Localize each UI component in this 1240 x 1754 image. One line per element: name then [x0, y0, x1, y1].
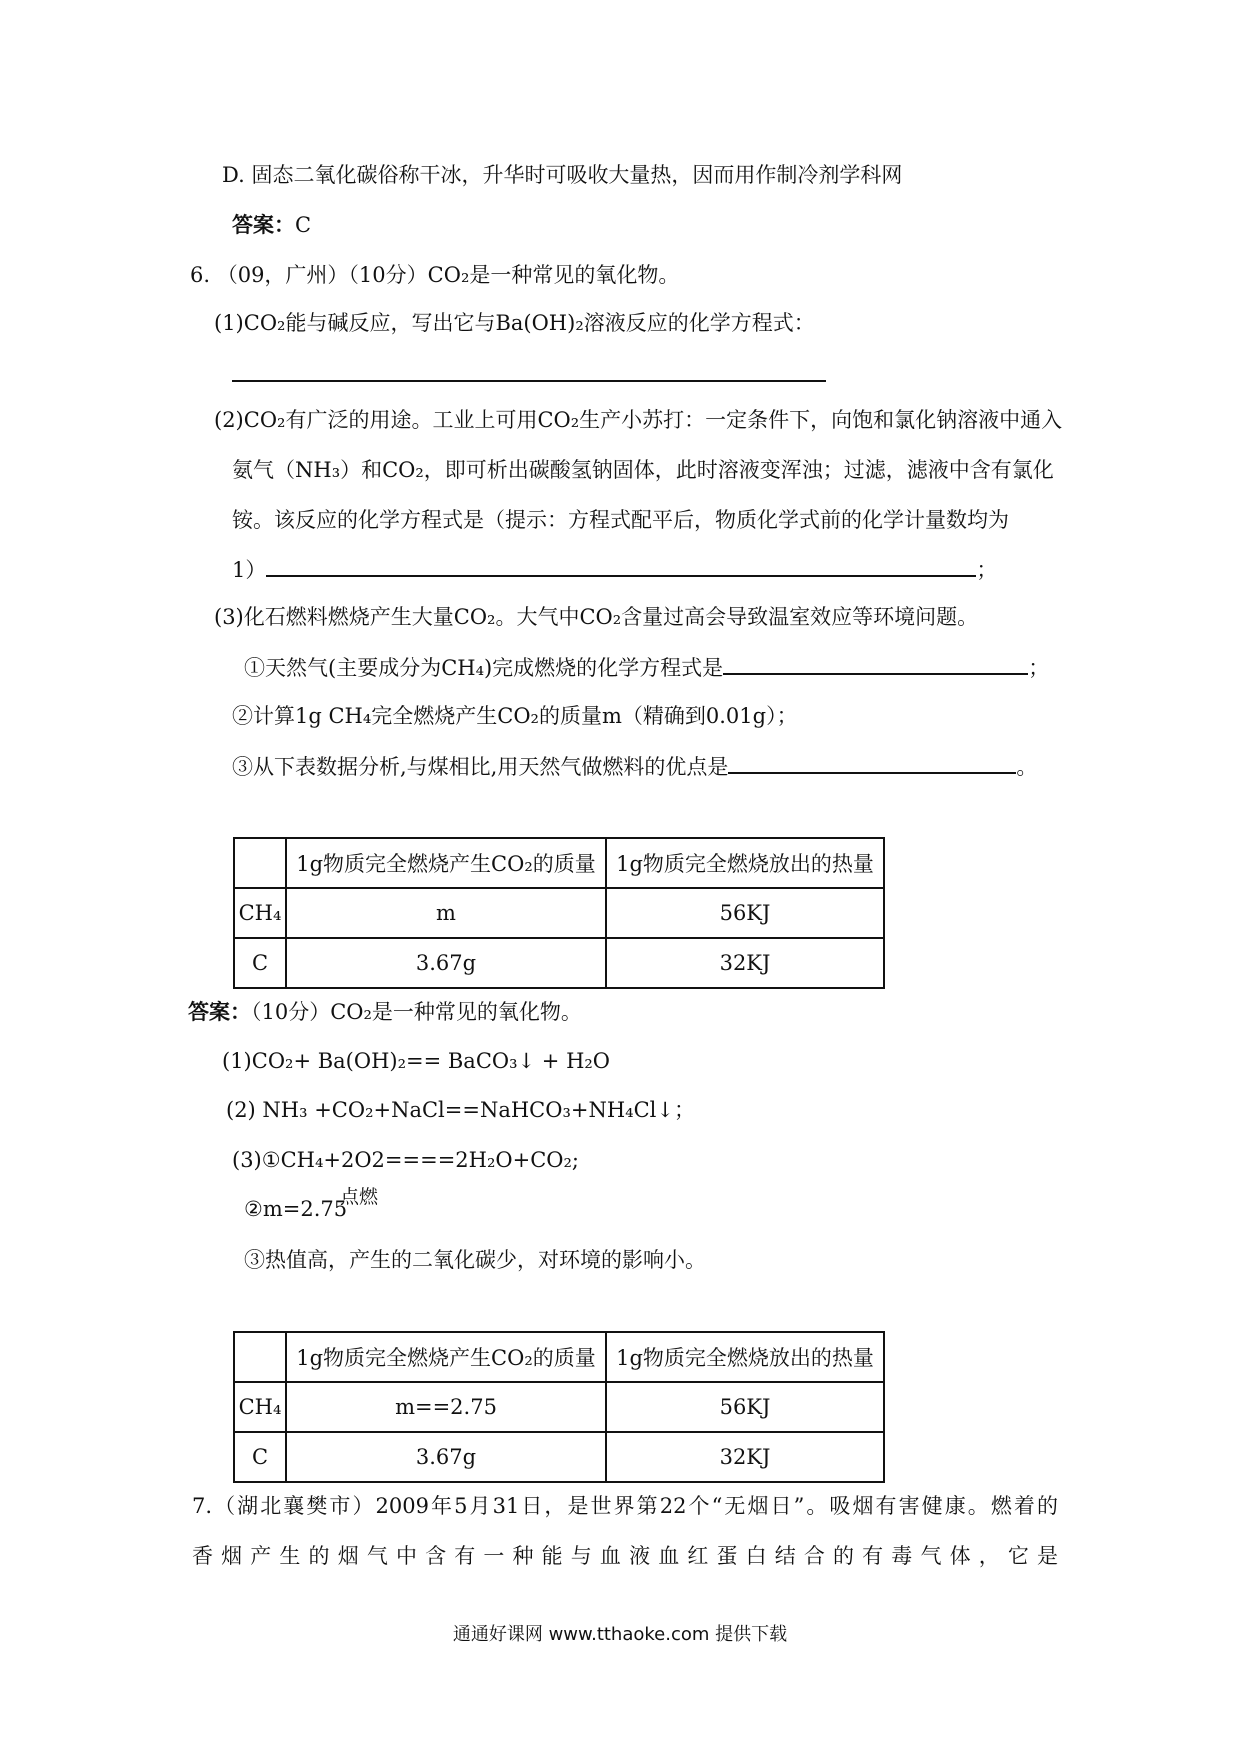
answer-label: 答案： [188, 1000, 251, 1024]
q5-answer [232, 210, 311, 240]
table-header: 1g物质完全燃烧放出的热量 [606, 1332, 884, 1382]
answer-2: (2) NH₃ +CO₂+NaCl==NaHCO₃+NH₄Cl↓； [226, 1098, 695, 1122]
table-cell [234, 838, 286, 888]
table-cell: CH₄ [234, 1382, 286, 1432]
table-cell: 32KJ [606, 938, 884, 988]
q6-answer-intro [188, 997, 582, 1027]
prefix: 1） [232, 558, 267, 582]
answer-3-3: ③热值高，产生的二氧化碳少，对环境的影响小。 [244, 1248, 706, 1272]
q6-part3-3 [232, 750, 1037, 782]
table-cell: CH₄ [234, 888, 286, 938]
answer-blank-4[interactable] [728, 750, 1016, 774]
suffix: ； [976, 558, 998, 582]
table-row [234, 1382, 884, 1432]
answer-blank-1[interactable] [232, 380, 826, 382]
q7-line2: 香烟产生的烟气中含有一种能与血液血红蛋白结合的有毒气体，它是 [192, 1544, 1058, 1568]
q6-part3-2: ②计算1g CH₄完全燃烧产生CO₂的质量m（精确到0.01g）； [232, 704, 798, 728]
table-header: 1g物质完全燃烧放出的热量 [606, 838, 884, 888]
table-cell [234, 1332, 286, 1382]
prefix: ①天然气(主要成分为CH₄)完成燃烧的化学方程式是 [244, 656, 724, 680]
q7-line1: 7.（湖北襄樊市）2009年5月31日，是世界第22个“无烟日”。吸烟有害健康。燃着的 [192, 1494, 1058, 1518]
table-header: 1g物质完全燃烧产生CO₂的质量 [286, 1332, 606, 1382]
q6-part3-1 [244, 651, 1049, 683]
q6-part3: (3)化石燃料燃烧产生大量CO₂。大气中CO₂含量过高会导致温室效应等环境问题。 [214, 605, 979, 629]
prefix: ③从下表数据分析,与煤相比,用天然气做燃料的优点是 [232, 755, 729, 779]
data-table-question [233, 837, 885, 989]
suffix: 。 [1016, 755, 1038, 779]
table-header: 1g物质完全燃烧产生CO₂的质量 [286, 838, 606, 888]
q6-part2-line4 [232, 553, 997, 585]
table-cell: m [286, 888, 606, 938]
table-cell: 32KJ [606, 1432, 884, 1482]
table-header-row [234, 1332, 884, 1382]
table-row [234, 938, 884, 988]
table-header-row [234, 838, 884, 888]
page-footer: 通通好课网 www.tthaoke.com 提供下载 [452, 1624, 788, 1645]
ignite-condition-note: 点燃 [340, 1186, 379, 1208]
answer-value: C [295, 213, 312, 237]
q6-part2-line1: (2)CO₂有广泛的用途。工业上可用CO₂生产小苏打：一定条件下，向饱和氯化钠溶液中通入 [214, 408, 1063, 432]
table-cell: 56KJ [606, 1382, 884, 1432]
answer-1: (1)CO₂+ Ba(OH)₂== BaCO₃↓ + H₂O [222, 1049, 611, 1073]
answer-3-2: ②m=2.75 [244, 1197, 348, 1221]
table-cell: 3.67g [286, 1432, 606, 1482]
answer-blank-3[interactable] [723, 651, 1028, 675]
table-cell: C [234, 1432, 286, 1482]
answer-intro-text: （10分）CO₂是一种常见的氧化物。 [251, 1000, 582, 1024]
data-table-answer [233, 1331, 885, 1483]
q6-part2-line2: 氨气（NH₃）和CO₂，即可析出碳酸氢钠固体，此时溶液变浑浊；过滤，滤液中含有氯化 [232, 458, 1054, 482]
suffix: ； [1028, 656, 1050, 680]
table-row [234, 888, 884, 938]
answer-label: 答案： [232, 213, 295, 237]
q6-part1: (1)CO₂能与碱反应，写出它与Ba(OH)₂溶液反应的化学方程式： [214, 311, 815, 335]
answer-blank-2[interactable] [266, 553, 976, 577]
q6-part2-line3: 铵。该反应的化学方程式是（提示：方程式配平后，物质化学式前的化学计量数均为 [232, 508, 1009, 532]
table-cell: m==2.75 [286, 1382, 606, 1432]
answer-3-1: (3)①CH₄+2O2====2H₂O+CO₂; [232, 1148, 579, 1172]
q5-option-d: D. 固态二氧化碳俗称干冰，升华时可吸收大量热，因而用作制冷剂学科网 [222, 163, 903, 187]
table-cell: 3.67g [286, 938, 606, 988]
q6-stem: 6. （09，广州）（10分）CO₂是一种常见的氧化物。 [190, 263, 680, 287]
table-cell: C [234, 938, 286, 988]
table-row [234, 1432, 884, 1482]
table-cell: 56KJ [606, 888, 884, 938]
